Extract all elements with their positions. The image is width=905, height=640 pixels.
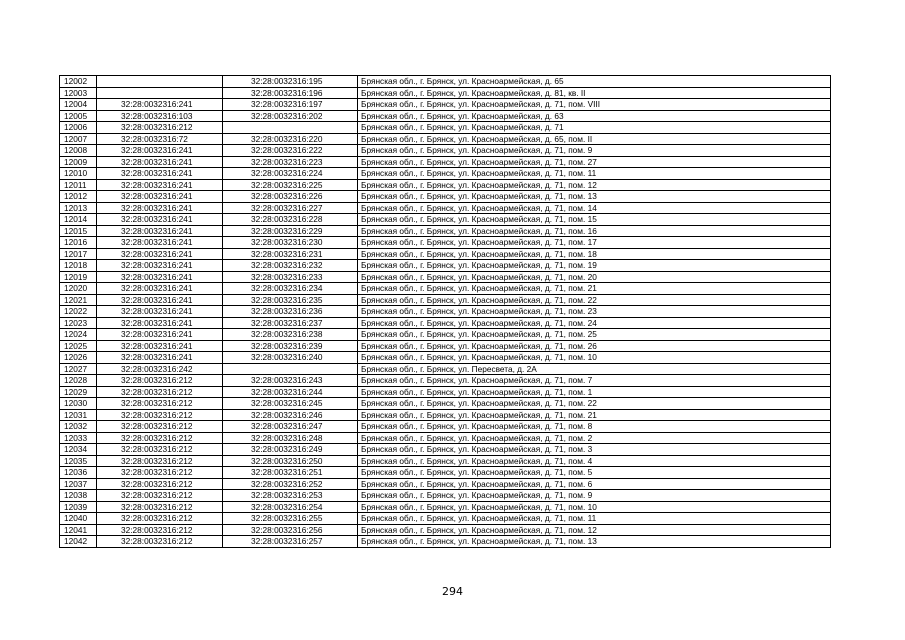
table-row [60,248,831,260]
cell-cadastral-number: 32:28:0032316:257 [223,536,358,548]
cell-parent-cadastral-number: 32:28:0032316:241 [97,329,223,341]
cell-address: Брянская обл., г. Брянск, ул. Красноармейская, д. 71, пом. 22 [358,398,831,410]
table-row [60,260,831,272]
table-row [60,340,831,352]
table-row [60,513,831,525]
cell-record-number: 12027 [60,363,97,375]
cell-cadastral-number: 32:28:0032316:222 [223,145,358,157]
cell-parent-cadastral-number: 32:28:0032316:241 [97,271,223,283]
cell-parent-cadastral-number: 32:28:0032316:241 [97,317,223,329]
cell-address: Брянская обл., г. Брянск, ул. Красноармейская, д. 71, пом. 11 [358,513,831,525]
cell-record-number: 12005 [60,110,97,122]
cell-cadastral-number: 32:28:0032316:235 [223,294,358,306]
cell-address: Брянская обл., г. Брянск, ул. Красноармейская, д. 63 [358,110,831,122]
cell-parent-cadastral-number: 32:28:0032316:241 [97,294,223,306]
cell-cadastral-number: 32:28:0032316:247 [223,421,358,433]
cell-cadastral-number: 32:28:0032316:248 [223,432,358,444]
cell-address: Брянская обл., г. Брянск, ул. Красноармейская, д. 71, пом. 19 [358,260,831,272]
table-row [60,294,831,306]
cell-cadastral-number: 32:28:0032316:255 [223,513,358,525]
cell-record-number: 12037 [60,478,97,490]
table-row [60,317,831,329]
table-row [60,168,831,180]
cell-record-number: 12023 [60,317,97,329]
cell-parent-cadastral-number: 32:28:0032316:241 [97,340,223,352]
cell-parent-cadastral-number: 32:28:0032316:212 [97,455,223,467]
cell-record-number: 12039 [60,501,97,513]
cell-address: Брянская обл., г. Брянск, ул. Красноармейская, д. 71, пом. 16 [358,225,831,237]
cell-parent-cadastral-number: 32:28:0032316:103 [97,110,223,122]
cell-cadastral-number: 32:28:0032316:233 [223,271,358,283]
cell-cadastral-number: 32:28:0032316:237 [223,317,358,329]
cell-record-number: 12028 [60,375,97,387]
cell-parent-cadastral-number: 32:28:0032316:212 [97,444,223,456]
cell-cadastral-number: 32:28:0032316:250 [223,455,358,467]
cell-address: Брянская обл., г. Брянск, ул. Красноармейская, д. 71 [358,122,831,134]
cell-parent-cadastral-number: 32:28:0032316:212 [97,375,223,387]
table-row [60,478,831,490]
cell-cadastral-number: 32:28:0032316:196 [223,87,358,99]
cell-parent-cadastral-number: 32:28:0032316:212 [97,409,223,421]
cell-record-number: 12014 [60,214,97,226]
cell-record-number: 12010 [60,168,97,180]
cell-record-number: 12033 [60,432,97,444]
cell-record-number: 12018 [60,260,97,272]
cell-record-number: 12040 [60,513,97,525]
cell-cadastral-number: 32:28:0032316:239 [223,340,358,352]
cell-cadastral-number: 32:28:0032316:238 [223,329,358,341]
cell-cadastral-number: 32:28:0032316:228 [223,214,358,226]
table-row [60,432,831,444]
cell-parent-cadastral-number: 32:28:0032316:241 [97,191,223,203]
cell-address: Брянская обл., г. Брянск, ул. Красноармейская, д. 71, пом. 18 [358,248,831,260]
table-row [60,444,831,456]
cell-record-number: 12038 [60,490,97,502]
cell-address: Брянская обл., г. Брянск, ул. Красноармейская, д. 71, пом. 3 [358,444,831,456]
table-row [60,490,831,502]
cell-address: Брянская обл., г. Брянск, ул. Красноармейская, д. 71, пом. 12 [358,179,831,191]
cell-record-number: 12016 [60,237,97,249]
table-row [60,455,831,467]
cell-cadastral-number: 32:28:0032316:240 [223,352,358,364]
cell-parent-cadastral-number: 32:28:0032316:241 [97,179,223,191]
cell-parent-cadastral-number: 32:28:0032316:212 [97,467,223,479]
cell-address: Брянская обл., г. Брянск, ул. Красноармейская, д. 71, пом. 5 [358,467,831,479]
cell-cadastral-number: 32:28:0032316:251 [223,467,358,479]
cell-address: Брянская обл., г. Брянск, ул. Красноармейская, д. 71, пом. 10 [358,501,831,513]
cell-record-number: 12004 [60,99,97,111]
table-row [60,329,831,341]
cell-record-number: 12020 [60,283,97,295]
table-row [60,237,831,249]
cell-address: Брянская обл., г. Брянск, ул. Красноармейская, д. 71, пом. 27 [358,156,831,168]
table-row [60,99,831,111]
cell-record-number: 12022 [60,306,97,318]
cell-record-number: 12034 [60,444,97,456]
cell-cadastral-number: 32:28:0032316:202 [223,110,358,122]
cell-address: Брянская обл., г. Брянск, ул. Красноармейская, д. 71, пом. 24 [358,317,831,329]
cell-address: Брянская обл., г. Брянск, ул. Красноармейская, д. 71, пом. 13 [358,536,831,548]
table-row [60,409,831,421]
table-row [60,271,831,283]
table-row [60,202,831,214]
cell-cadastral-number: 32:28:0032316:195 [223,76,358,88]
cell-cadastral-number: 32:28:0032316:223 [223,156,358,168]
cell-parent-cadastral-number: 32:28:0032316:212 [97,122,223,134]
cell-record-number: 12002 [60,76,97,88]
cell-record-number: 12012 [60,191,97,203]
cell-parent-cadastral-number: 32:28:0032316:241 [97,145,223,157]
table-row [60,363,831,375]
cell-record-number: 12003 [60,87,97,99]
cell-record-number: 12013 [60,202,97,214]
cell-parent-cadastral-number: 32:28:0032316:212 [97,490,223,502]
cell-parent-cadastral-number: 32:28:0032316:241 [97,202,223,214]
cell-address: Брянская обл., г. Брянск, ул. Красноармейская, д. 65, пом. II [358,133,831,145]
cell-parent-cadastral-number: 32:28:0032316:212 [97,478,223,490]
cell-address: Брянская обл., г. Брянск, ул. Красноармейская, д. 71, пом. 11 [358,168,831,180]
cell-record-number: 12035 [60,455,97,467]
cell-cadastral-number: 32:28:0032316:229 [223,225,358,237]
cell-record-number: 12017 [60,248,97,260]
cell-cadastral-number: 32:28:0032316:231 [223,248,358,260]
cell-cadastral-number: 32:28:0032316:246 [223,409,358,421]
cell-cadastral-number: 32:28:0032316:256 [223,524,358,536]
cell-parent-cadastral-number: 32:28:0032316:212 [97,421,223,433]
cell-address: Брянская обл., г. Брянск, ул. Красноармейская, д. 65 [358,76,831,88]
cell-record-number: 12029 [60,386,97,398]
cell-record-number: 12032 [60,421,97,433]
cell-address: Брянская обл., г. Брянск, ул. Красноармейская, д. 71, пом. 4 [358,455,831,467]
cell-parent-cadastral-number: 32:28:0032316:212 [97,536,223,548]
cell-cadastral-number [223,363,358,375]
cell-cadastral-number: 32:28:0032316:220 [223,133,358,145]
cell-record-number: 12019 [60,271,97,283]
cell-cadastral-number: 32:28:0032316:234 [223,283,358,295]
cell-record-number: 12006 [60,122,97,134]
cell-record-number: 12024 [60,329,97,341]
cell-address: Брянская обл., г. Брянск, ул. Красноармейская, д. 71, пом. 21 [358,283,831,295]
cell-cadastral-number: 32:28:0032316:243 [223,375,358,387]
registry-table [59,75,831,548]
cell-record-number: 12009 [60,156,97,168]
cell-cadastral-number: 32:28:0032316:197 [223,99,358,111]
cell-address: Брянская обл., г. Брянск, ул. Красноармейская, д. 71, пом. 26 [358,340,831,352]
cell-parent-cadastral-number: 32:28:0032316:72 [97,133,223,145]
cell-cadastral-number: 32:28:0032316:245 [223,398,358,410]
cell-address: Брянская обл., г. Брянск, ул. Красноармейская, д. 71, пом. 17 [358,237,831,249]
page-number: 294 [442,585,463,598]
table-row [60,501,831,513]
cell-record-number: 12025 [60,340,97,352]
cell-parent-cadastral-number: 32:28:0032316:241 [97,283,223,295]
cell-parent-cadastral-number: 32:28:0032316:212 [97,386,223,398]
cell-parent-cadastral-number: 32:28:0032316:212 [97,524,223,536]
table-row [60,467,831,479]
table-row [60,283,831,295]
cell-cadastral-number: 32:28:0032316:232 [223,260,358,272]
cell-parent-cadastral-number: 32:28:0032316:212 [97,432,223,444]
cell-address: Брянская обл., г. Брянск, ул. Красноармейская, д. 71, пом. 13 [358,191,831,203]
cell-address: Брянская обл., г. Брянск, ул. Красноармейская, д. 71, пом. 8 [358,421,831,433]
table-row [60,386,831,398]
cell-parent-cadastral-number: 32:28:0032316:241 [97,248,223,260]
cell-address: Брянская обл., г. Брянск, ул. Красноармейская, д. 71, пом. 25 [358,329,831,341]
table-row [60,306,831,318]
cell-record-number: 12041 [60,524,97,536]
cell-cadastral-number: 32:28:0032316:226 [223,191,358,203]
cell-parent-cadastral-number [97,87,223,99]
table-row [60,179,831,191]
cell-address: Брянская обл., г. Брянск, ул. Красноармейская, д. 71, пом. 12 [358,524,831,536]
cell-parent-cadastral-number: 32:28:0032316:241 [97,352,223,364]
cell-parent-cadastral-number: 32:28:0032316:241 [97,225,223,237]
cell-cadastral-number: 32:28:0032316:249 [223,444,358,456]
cell-parent-cadastral-number: 32:28:0032316:241 [97,306,223,318]
cell-cadastral-number: 32:28:0032316:244 [223,386,358,398]
cell-cadastral-number [223,122,358,134]
table-row [60,122,831,134]
cell-address: Брянская обл., г. Брянск, ул. Красноармейская, д. 71, пом. 6 [358,478,831,490]
cell-record-number: 12026 [60,352,97,364]
table-row [60,421,831,433]
cell-record-number: 12030 [60,398,97,410]
registry-table-body [60,76,831,548]
cell-address: Брянская обл., г. Брянск, ул. Красноармейская, д. 71, пом. 9 [358,145,831,157]
cell-parent-cadastral-number: 32:28:0032316:241 [97,99,223,111]
cell-cadastral-number: 32:28:0032316:225 [223,179,358,191]
table-row [60,145,831,157]
cell-address: Брянская обл., г. Брянск, ул. Красноармейская, д. 71, пом. 22 [358,294,831,306]
cell-parent-cadastral-number: 32:28:0032316:241 [97,168,223,180]
cell-record-number: 12036 [60,467,97,479]
table-row [60,398,831,410]
cell-record-number: 12031 [60,409,97,421]
table-row [60,536,831,548]
cell-address: Брянская обл., г. Брянск, ул. Красноармейская, д. 71, пом. 23 [358,306,831,318]
cell-record-number: 12007 [60,133,97,145]
cell-address: Брянская обл., г. Брянск, ул. Красноармейская, д. 71, пом. 9 [358,490,831,502]
cell-parent-cadastral-number: 32:28:0032316:241 [97,260,223,272]
table-row [60,87,831,99]
cell-cadastral-number: 32:28:0032316:253 [223,490,358,502]
cell-parent-cadastral-number: 32:28:0032316:212 [97,513,223,525]
cell-cadastral-number: 32:28:0032316:230 [223,237,358,249]
cell-address: Брянская обл., г. Брянск, ул. Красноармейская, д. 71, пом. VIII [358,99,831,111]
cell-cadastral-number: 32:28:0032316:227 [223,202,358,214]
cell-record-number: 12042 [60,536,97,548]
table-row [60,524,831,536]
table-row [60,375,831,387]
table-row [60,156,831,168]
cell-address: Брянская обл., г. Брянск, ул. Красноармейская, д. 81, кв. II [358,87,831,99]
cell-cadastral-number: 32:28:0032316:254 [223,501,358,513]
cell-address: Брянская обл., г. Брянск, ул. Красноармейская, д. 71, пом. 15 [358,214,831,226]
cell-parent-cadastral-number [97,76,223,88]
cell-record-number: 12021 [60,294,97,306]
table-row [60,225,831,237]
cell-address: Брянская обл., г. Брянск, ул. Красноармейская, д. 71, пом. 10 [358,352,831,364]
cell-address: Брянская обл., г. Брянск, ул. Красноармейская, д. 71, пом. 14 [358,202,831,214]
cell-record-number: 12008 [60,145,97,157]
cell-parent-cadastral-number: 32:28:0032316:212 [97,398,223,410]
cell-record-number: 12011 [60,179,97,191]
cell-record-number: 12015 [60,225,97,237]
cell-parent-cadastral-number: 32:28:0032316:241 [97,156,223,168]
cell-address: Брянская обл., г. Брянск, ул. Красноармейская, д. 71, пом. 20 [358,271,831,283]
cell-cadastral-number: 32:28:0032316:252 [223,478,358,490]
table-row [60,191,831,203]
cell-cadastral-number: 32:28:0032316:224 [223,168,358,180]
table-row [60,76,831,88]
cell-cadastral-number: 32:28:0032316:236 [223,306,358,318]
table-row [60,214,831,226]
table-row [60,133,831,145]
table-row [60,352,831,364]
table-row [60,110,831,122]
cell-parent-cadastral-number: 32:28:0032316:212 [97,501,223,513]
cell-address: Брянская обл., г. Брянск, ул. Красноармейская, д. 71, пом. 21 [358,409,831,421]
cell-address: Брянская обл., г. Брянск, ул. Красноармейская, д. 71, пом. 7 [358,375,831,387]
cell-parent-cadastral-number: 32:28:0032316:242 [97,363,223,375]
cell-address: Брянская обл., г. Брянск, ул. Красноармейская, д. 71, пом. 1 [358,386,831,398]
cell-address: Брянская обл., г. Брянск, ул. Пересвета, д. 2А [358,363,831,375]
cell-parent-cadastral-number: 32:28:0032316:241 [97,237,223,249]
cell-parent-cadastral-number: 32:28:0032316:241 [97,214,223,226]
cell-address: Брянская обл., г. Брянск, ул. Красноармейская, д. 71, пом. 2 [358,432,831,444]
